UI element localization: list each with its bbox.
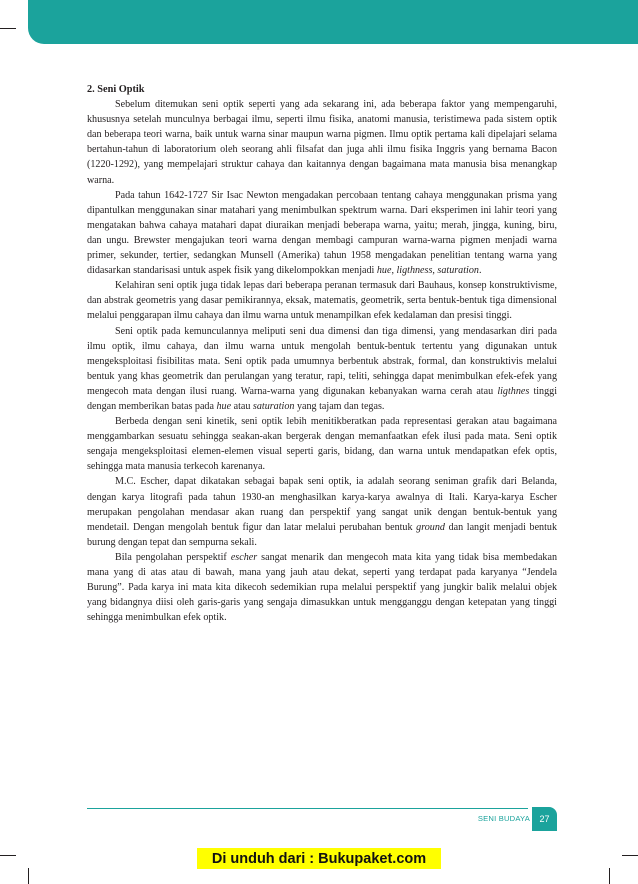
term-italic: ligthnes: [497, 385, 530, 397]
term-italic: ligthness: [396, 265, 433, 277]
crop-mark: [0, 855, 16, 856]
footer-rule: [87, 808, 528, 809]
term-italic: saturation: [437, 265, 479, 277]
term-italic: ground: [416, 521, 445, 533]
paragraph: Berbeda dengan seni kinetik, seni optik lebih menitikberatkan pada representasi gerakan atau bagaimana menggambarkan sesuatu sehingga seakan-akan bergerak dengan memanfaatkan efek ilusi pada mata. Seni optik sengaja mengeksploitasi elemen-elemen visual seperti garis, bidang, dan warna untuk mendapatkan efek optis, sehingga mata manusia terkecoh karenanya.: [87, 416, 557, 473]
section-heading: 2. Seni Optik: [87, 84, 145, 95]
paragraph: Kelahiran seni optik juga tidak lepas dari beberapa peranan termasuk dari Bauhaus, konsep konstruktivisme, dan abstrak geometris yang dasar pemikirannya, eksak, matematis, geometrik, serta bentuk-bentuk tiga dimensional melalui penggarapan ilmu cahaya dan ilmu warna untuk menampilkan efek kedalaman dan presisi tinggi.: [87, 280, 557, 322]
page-number: 27: [532, 807, 557, 831]
term-italic: hue: [216, 400, 232, 412]
crop-mark: [609, 868, 610, 884]
term-italic: hue: [376, 265, 392, 277]
header-band: [28, 0, 638, 44]
term-italic: escher: [230, 551, 258, 563]
paragraph: Sebelum ditemukan seni optik seperti yang ada sekarang ini, ada beberapa faktor yang mempengaruhi, khususnya setelah munculnya berbagai ilmu, seperti ilmu fisika, anatomi manusia, teristimewa pada sistem optik dan beberapa teori warna, baik untuk warna sinar maupun warna pigmen. Ilmu optik pertama kali dipelajari selama bertahun-tahun di laboratorium oleh seorang ahli filsafat dan juga ahli ilmu fisika Inggris yang bernama Bacon (1220-1292), yang mempelajari struktur cahaya dan kaitannya dengan bagaimana mata manusia bisa menangkap warna.: [87, 99, 557, 186]
page-content: [87, 82, 557, 625]
term-italic: saturation: [252, 400, 295, 412]
crop-mark: [28, 868, 29, 884]
paragraph: M.C. Escher, dapat dikatakan sebagai bapak seni optik, ia adalah seorang seniman grafik dari Belanda, dengan karya litografi pada tahun 1930-an menghasilkan karya-karya awalnya di Itali. Karya-karya Escher merupakan pengolahan mendasar akan ruang dan perspektif yang sangat unik dengan bentuk-bentuk yang mendetail. Dengan mengolah bentuk figur dan latar melalui perubahan bentuk ground dan langit menjadi bentuk burung dengan tepat dan sempurna sekali.: [87, 476, 557, 548]
paragraph: Seni optik pada kemunculannya meliputi seni dua dimensi dan tiga dimensi, yang mendasarkan diri pada ilmu optik, ilmu cahaya, dan ilmu warna untuk mengolah bentuk-bentuk tertentu yang digunakan untuk mengeksploitasi fisibilitas mata. Seni optik pada umumnya berbentuk abstrak, formal, dan konstruktivis melalui bentuk yang khas geometrik dan perulangan yang teratur, rapi, teliti, sehingga dapat menimbulkan efek-efek yang mengecoh mata dengan ilusi ruang. Warna-warna yang digunakan kebanyakan warna cerah atau ligthnes tinggi dengan memberikan batas pada hue atau saturation yang tajam dan tegas.: [87, 325, 558, 412]
footer-book-title: SENI BUDAYA: [477, 814, 530, 823]
download-watermark-banner: Di unduh dari : Bukupaket.com: [197, 848, 441, 869]
paragraph: Pada tahun 1642-1727 Sir Isac Newton mengadakan percobaan tentang cahaya menggunakan prisma yang dipantulkan menggunakan sinar matahari yang menimbulkan spektrum warna. Dari eksperimen ini lahir teori yang mengatakan bahwa cahaya matahari dapat diuraikan menjadi beberapa warna, yaitu; merah, jingga, kuning, biru, dan ungu. Brewster mengajukan teori warna dengan membagi campuran warna-warna pigmen menjadi warna primer, sekunder, tertier, sedangkan Munsell (Amerika) tahun 1958 mengadakan penelitian tentang warna yang didasarkan standarisasi untuk aspek fisik yang dikelompokkan menjadi hue, ligthness, saturation.: [87, 189, 557, 277]
crop-mark: [622, 855, 638, 856]
paragraph: Bila pengolahan perspektif escher sangat menarik dan mengecoh mata kita yang tidak bisa membedakan mana yang di atas atau di bawah, mana yang jauh atau dekat, seperti yang terdapat pada karyanya “Jendela Burung”. Pada karya ini mata kita dikecoh sedemikian rupa melalui perspektif yang jungkir balik melalui objek yang bidangnya diisi oleh garis-garis yang sengaja dimasukkan untuk mengganggu dengan ketepatan yang tinggi sehingga menimbulkan efek optik.: [87, 551, 557, 624]
crop-mark: [0, 28, 16, 29]
